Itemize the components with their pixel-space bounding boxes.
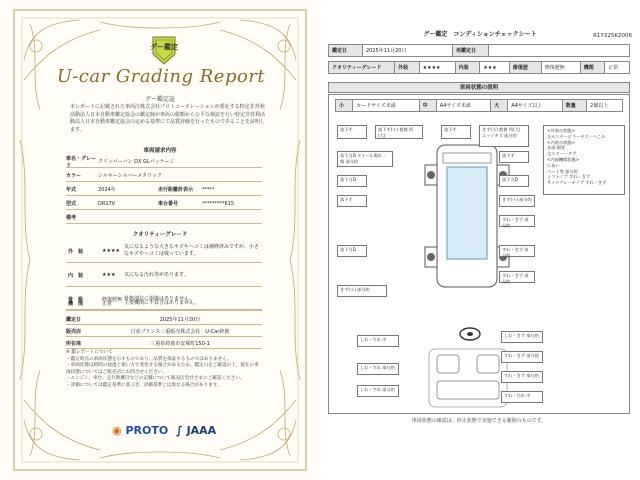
proto-logo-text: PROTO <box>125 424 169 437</box>
quality-table <box>328 61 630 74</box>
grade-key: 外 装 <box>68 248 84 255</box>
legend-table <box>335 99 623 112</box>
sheet-code: R17325K2006 <box>593 33 632 39</box>
legend-value: A4サイズ以上 <box>508 100 562 112</box>
grade-key: 骨 格 <box>68 296 84 303</box>
footer-key: 鑑定日 <box>66 316 82 323</box>
note-line: ・エンジン、車台、走行距離計などの記載について販売店会社さまにご確認ください。 <box>66 376 245 382</box>
damage-box: すれ・きず 部分的 <box>501 371 543 383</box>
legend-key: 大 <box>491 100 508 112</box>
certificate-notes <box>66 350 262 390</box>
quality-label: クオリティーグレード <box>329 62 395 74</box>
grade-desc: 気になるような大きなキズやヘコミは補修済みですが、小さなキズやヘコミは残っています。 <box>124 244 259 257</box>
damage-box: 落下ず <box>337 125 367 139</box>
damage-box: きず(小) 部分的 <box>499 195 535 207</box>
damage-box: 落下当D <box>499 175 529 187</box>
redate-label: 再鑑定日 <box>453 45 489 57</box>
damage-box: しわ・きず 部分的 <box>501 331 543 343</box>
legend-value: カードサイズ未満 <box>353 100 419 112</box>
row-key: 備考 <box>66 215 77 221</box>
q-key: 修復歴 <box>509 62 541 74</box>
vehicle-row-color <box>66 170 262 182</box>
damage-box: 落下当D <box>337 175 367 187</box>
damage-box: 落下ず <box>337 195 367 207</box>
certificate-title: U-car Grading Report <box>56 66 266 87</box>
row-key-2: 走行距離計表示 <box>158 187 194 193</box>
footer-value: 2025年11月20日 <box>159 316 201 323</box>
q-key: 外装 <box>395 62 420 74</box>
row-value: 2024年 <box>98 187 116 193</box>
damage-box: 落下ず <box>499 151 529 163</box>
damage-box: しわ・すれ 部分的 <box>357 385 399 397</box>
damage-box: しわ・すれ 部分的 <box>357 363 399 375</box>
condition-check-sheet <box>320 0 640 480</box>
section-heading: 車両状態の説明 <box>328 82 630 93</box>
note-line: ※ 鑑レポートについて <box>66 350 113 355</box>
date-label: 鑑定日 <box>329 45 363 57</box>
note-line: ・車両状態は時間の経過と使い方で変化する場合があるため、鑑定日をご確認の上、現在の車両状態についてはご販売店にお問合せください。 <box>66 363 259 375</box>
grade-desc: 骨格部位に損傷はありません。 <box>124 295 195 302</box>
grade-desc: 主要機関に不具合はありません。 <box>124 300 200 306</box>
footer-row-address <box>66 338 262 349</box>
q-value: 正常 <box>605 62 630 74</box>
damage-box: すれ・きず 部分的 <box>499 215 535 227</box>
redate-value <box>489 45 630 57</box>
proto-logo <box>112 424 168 437</box>
date-table <box>328 44 630 57</box>
q-key: 機関 <box>580 62 605 74</box>
certificate-subtitle: グー鑑定証 <box>144 96 175 103</box>
sheet-bottom-note: 車両状態の確認は、停止状態で実施できる範囲のものです。 <box>411 418 547 424</box>
row-key: 年式 <box>66 187 77 193</box>
jaaa-logo-text: JAAA <box>186 424 217 437</box>
legend-key: 小 <box>336 100 353 112</box>
grade-stars: ★★★ <box>102 272 116 278</box>
damage-box: きず(小) 数箇 所(大) エッジキズ 部分的 <box>479 125 529 147</box>
legend-value: A4サイズ未満 <box>436 100 490 112</box>
seal-text: グー鑑定 <box>150 43 178 51</box>
damage-box: すれ・きず 部分的 <box>499 245 535 257</box>
damage-box: すれ・汚れ 中 <box>501 391 543 403</box>
q-value: ★★★★ <box>419 62 455 74</box>
grade-desc: 気になる汚れ等があります。 <box>124 271 189 278</box>
grade-row-interior <box>66 264 262 287</box>
row-value-2: *********615 <box>202 200 235 207</box>
damage-box: 落下ず(小) 数箇 所(大) <box>375 125 423 139</box>
row-value: DR17V <box>98 200 116 207</box>
steering-wheel-icon <box>459 327 481 341</box>
vehicle-row-notes <box>66 212 262 224</box>
sheet-title: グー鑑定 コンディションチェックシート <box>423 31 537 38</box>
grade-stars: 正常 <box>102 301 113 307</box>
damage-box: 落下当D タイール傷れ・傷 部分的 <box>337 151 393 167</box>
jaaa-logo <box>176 424 216 437</box>
footer-key: 販売店 <box>66 328 82 335</box>
grade-key: 内 装 <box>68 272 84 279</box>
row-key: 型式 <box>66 201 77 207</box>
grade-stars: ★★★★ <box>102 248 120 254</box>
jaaa-mark-icon: ∫ <box>176 424 183 437</box>
legend-value: 2個以上 <box>587 100 623 112</box>
grade-stars: 修復歴無 <box>102 296 123 303</box>
footer-value: 日産プリンス三重販売株式会社 U-Car鈴鹿 <box>130 328 230 335</box>
proto-mark-icon: ◉ <box>112 424 122 437</box>
grade-row-engine <box>66 295 262 310</box>
vehicle-row-model <box>66 198 262 210</box>
row-key: 車名・グレード <box>66 155 97 169</box>
row-value-2: ***** <box>202 186 215 193</box>
certificate-paragraph: 本レポートに記載された車両注株式会社プロトコーポレーションが委託する特定非営利活動法人日本自動車鑑定協会の鑑定師が車両の総額から公平な検証を行い特定非営利活動法人日本自動車鑑定協会の定める基準にて品質評価を行ったものであることを証明します。 <box>70 104 266 133</box>
note-line: ・鑑定時点の車両状態を示すものであり、品質を保証するものではありません。 <box>66 356 232 362</box>
legend-key: 数量 <box>562 100 586 112</box>
grade-row-exterior <box>66 240 262 263</box>
vehicle-row-year <box>66 184 262 196</box>
damage-box: 落下ず <box>441 125 471 139</box>
q-value: 修復歴無 <box>541 62 580 74</box>
q-value: ★★★ <box>480 62 510 74</box>
row-value: クリッパーバン DX GLパッケージ <box>98 159 175 165</box>
vehicle-section-heading: 車両請求内容 <box>143 148 177 154</box>
quality-section-heading: クオリティーグレード <box>132 232 188 238</box>
damage-box: すれ・きず 部分的 <box>501 351 543 363</box>
footer-value: 三重県鈴鹿市安塚町150-1 <box>150 340 210 347</box>
footer-row-date <box>66 314 262 325</box>
interior-seats-icon <box>423 347 513 409</box>
footer-row-dealer <box>66 326 262 337</box>
legend-key: 中 <box>419 100 436 112</box>
damage-box: 落下当D <box>337 245 367 257</box>
row-key-2: 車台番号 <box>158 201 179 207</box>
damage-box: すれ・きず 部分的 <box>499 271 535 283</box>
vehicle-diagram <box>328 94 630 414</box>
date-value: 2025年11月20日 <box>363 45 453 57</box>
row-value: シルキーシルバーメタリック <box>98 173 162 179</box>
q-key: 内装 <box>455 62 480 74</box>
row-key: カラー <box>66 173 82 179</box>
damage-box: しわ・すれ 中 <box>357 335 399 347</box>
footer-key: 所在地 <box>66 340 82 347</box>
vehicle-row-name <box>66 156 262 168</box>
grade-key: 機 関 <box>68 301 84 307</box>
side-notes: <外装の状態> 左センターピラーキズ・へこみ <内装の状態> 各部 傷等 全スターーチず <内部機関状態> にあい ベット等 部分的 シフトノブ すれ・きず サイドブレーキノブ すれ・きず <box>543 125 625 195</box>
damage-box: きず(小) 部分的 <box>337 285 387 297</box>
note-line: ・評価については鑑定基準に基づき、評価基準とは異なる場合があります。 <box>66 382 222 388</box>
